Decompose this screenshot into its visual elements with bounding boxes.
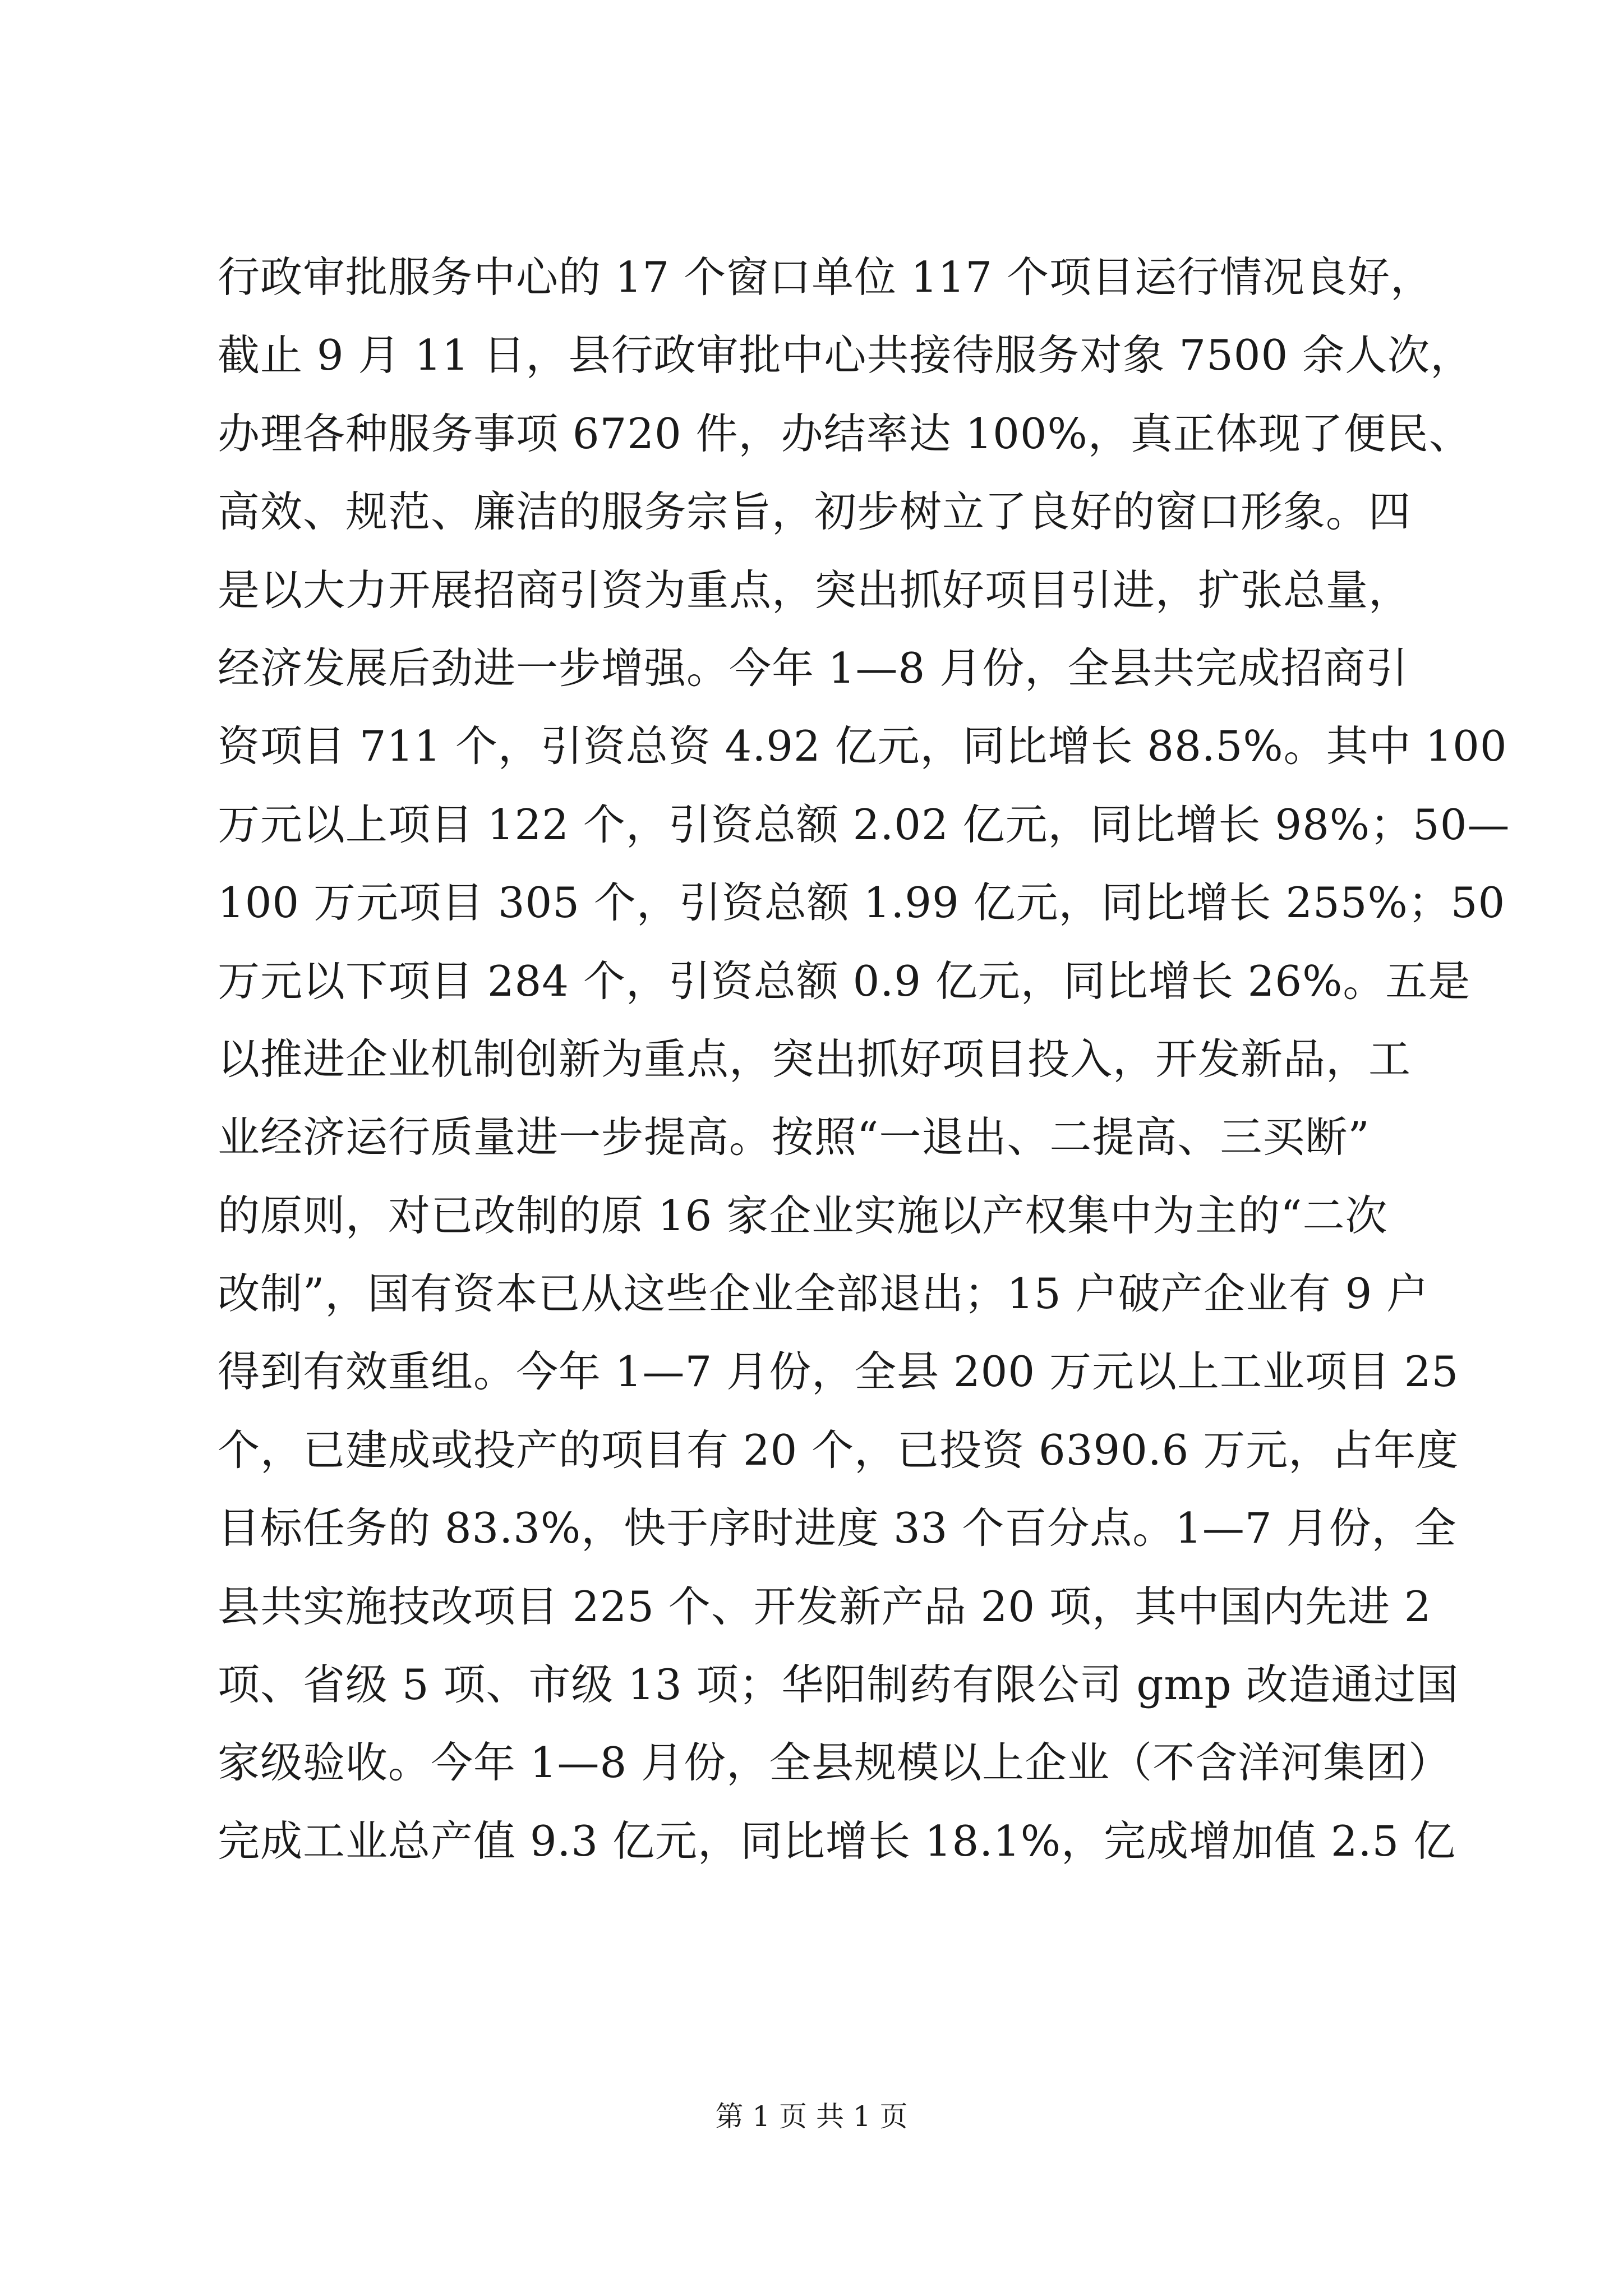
text-line: 目标任务的 83.3%，快于序时进度 33 个百分点。1—7 月份，全	[218, 1503, 1457, 1553]
text-line: 是以大力开展招商引资为重点，突出抓好项目引进，扩张总量，	[218, 565, 1412, 615]
text-line: 完成工业总产值 9.3 亿元，同比增长 18.1%，完成增加值 2.5 亿	[218, 1816, 1456, 1866]
page-footer	[0, 2097, 1623, 2136]
text-line: 项、省级 5 项、市级 13 项；华阳制药有限公司 gmp 改造通过国	[218, 1660, 1459, 1710]
text-line: 的原则，对已改制的原 16 家企业实施以产权集中为主的“二次	[218, 1190, 1388, 1240]
text-line: 改制”，国有资本已从这些企业全部退出；15 户破产企业有 9 户	[218, 1269, 1430, 1319]
text-line: 以推进企业机制创新为重点，突出抓好项目投入，开发新品，工	[218, 1034, 1412, 1084]
body-text	[218, 238, 1510, 1880]
text-line: 万元以下项目 284 个，引资总额 0.9 亿元，同比增长 26%。五是	[218, 956, 1471, 1006]
text-line: 县共实施技改项目 225 个、开发新产品 20 项，其中国内先进 2	[218, 1581, 1432, 1631]
text-line: 个，已建成或投产的项目有 20 个，已投资 6390.6 万元，占年度	[218, 1425, 1459, 1475]
text-line: 截止 9 月 11 日，县行政审批中心共接待服务对象 7500 余人次，	[218, 330, 1473, 380]
text-line: 行政审批服务中心的 17 个窗口单位 117 个项目运行情况良好，	[218, 252, 1433, 302]
text-line: 家级验收。今年 1—8 月份，全县规模以上企业（不含洋河集团）	[218, 1738, 1451, 1788]
text-line: 万元以上项目 122 个，引资总额 2.02 亿元，同比增长 98%；50—	[218, 799, 1510, 849]
page-number-label: 第 1 页 共 1 页	[715, 2100, 908, 2133]
text-line: 办理各种服务事项 6720 件，办结率达 100%，真正体现了便民、	[218, 408, 1472, 458]
text-line: 高效、规范、廉洁的服务宗旨，初步树立了良好的窗口形象。四	[218, 487, 1412, 537]
text-line: 得到有效重组。今年 1—7 月份，全县 200 万元以上工业项目 25	[218, 1347, 1459, 1397]
text-line: 业经济运行质量进一步提高。按照“一退出、二提高、三买断”	[218, 1112, 1370, 1162]
text-line: 资项目 711 个，引资总资 4.92 亿元，同比增长 88.5%。其中 100	[218, 721, 1507, 771]
text-line: 经济发展后劲进一步增强。今年 1—8 月份，全县共完成招商引	[218, 643, 1409, 693]
text-line: 100 万元项目 305 个，引资总额 1.99 亿元，同比增长 255%；50	[218, 878, 1506, 928]
